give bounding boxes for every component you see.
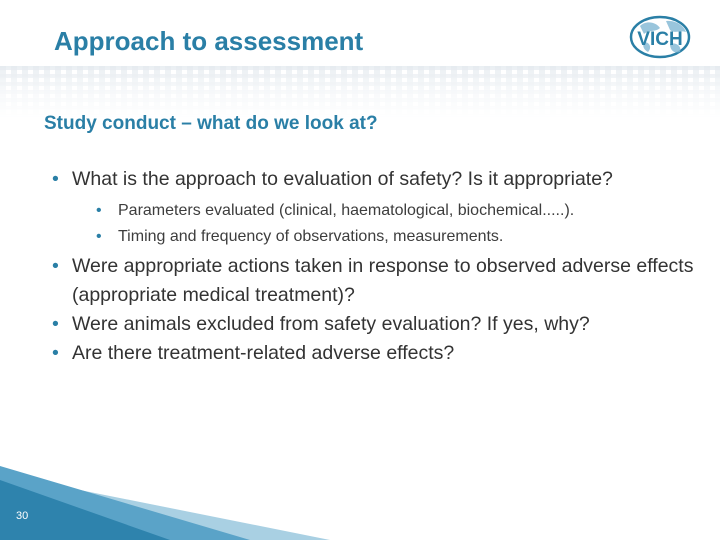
- bullet-item: [52, 339, 702, 368]
- vich-globe-icon: [626, 12, 698, 62]
- corner-decoration: [0, 466, 330, 540]
- bullet-text: Were appropriate actions taken in response to observed adverse effects (appropriate medical treatment)?: [72, 255, 694, 306]
- sub-bullet-list: [72, 198, 702, 250]
- bullet-item: [52, 310, 702, 339]
- slide-content: [52, 165, 702, 368]
- bullet-list: [52, 165, 702, 368]
- bullet-text: Were animals excluded from safety evaluation? If yes, why?: [72, 313, 590, 335]
- bullet-text: Are there treatment-related adverse effects?: [72, 342, 455, 364]
- logo-text: VICH: [637, 29, 683, 50]
- page-number: 30: [16, 510, 29, 522]
- vich-logo: [626, 12, 698, 62]
- sub-bullet-item: • Timing and frequency of observations, measurements.: [84, 224, 702, 250]
- bullet-item: [52, 165, 702, 250]
- bullet-text: What is the approach to evaluation of safety? Is it appropriate?: [72, 168, 613, 190]
- header-texture-band: [0, 66, 720, 118]
- slide-title: Approach to assessment: [54, 26, 364, 56]
- sub-bullet-item: • Parameters evaluated (clinical, haematological, biochemical.....).: [84, 198, 702, 224]
- bullet-item: [52, 252, 702, 310]
- slide-subtitle: Study conduct – what do we look at?: [44, 113, 378, 134]
